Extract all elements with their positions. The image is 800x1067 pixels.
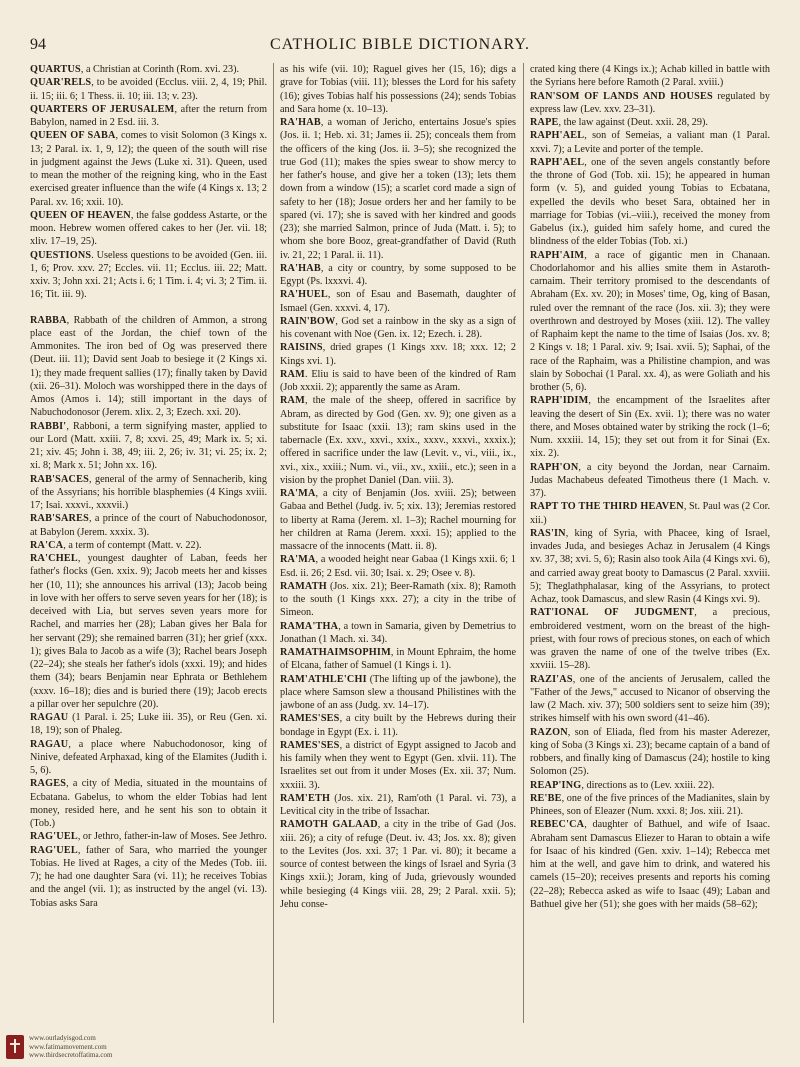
entry-text: , son of Semeias, a valiant man (1 Paral. xxvi. 7); a Levite and porter of the temple. (530, 130, 770, 155)
entry-headword: RAB'SACES (30, 473, 89, 485)
entry-text: crated king there (4 Kings ix.); Achab killed in battle with the Syrians here before Ramoth (2 Paral. xviii.) (530, 64, 770, 89)
entry-headword: RA'HUEL (280, 289, 328, 301)
entry-text: (The lifting up of the jawbone), the place where Samson slew a thousand Philistines with the jawbone of an ass (Judg. xv. 14–17). (280, 673, 516, 711)
dictionary-entry (530, 500, 770, 527)
entry-headword: RABBI' (30, 420, 67, 432)
entry-headword: RAS'IN (530, 527, 566, 539)
entry-headword: QUEEN OF SABA (30, 130, 116, 142)
entry-headword: QUARTUS (30, 64, 81, 75)
footer-url[interactable]: www.fatimamovement.com (29, 1042, 107, 1051)
entry-headword: RAG'UEL (30, 831, 78, 843)
dictionary-entry (30, 249, 267, 302)
dictionary-entry (30, 420, 267, 473)
entry-text: , or Jethro, father-in-law of Moses. See Jethro. (77, 831, 267, 843)
entry-text: . Useless questions to be avoided (Gen. iii. 1, 6; Prov. xxv. 27; Eccles. vii. 11; Ecclus. iii. 22; Matt. xxiv. 3; John xxi. 21; Acts i. 6; 1 Tim. i. 4; vi. 3; 2 Tim. ii. 16; Tit. iii. 9). (30, 249, 267, 301)
column-divider (523, 63, 524, 1023)
entry-headword: RAPH'ON (530, 461, 579, 473)
entry-headword: RAM'ATHLE'CHI (280, 673, 367, 685)
entry-text: , God set a rainbow in the sky as a sign of his covenant with Noe (Gen. ix. 12; Ezech. i. 28). (280, 315, 516, 340)
entry-headword: QUESTIONS (30, 249, 92, 261)
dictionary-entry (530, 461, 770, 501)
entry-headword: RAGAU (30, 712, 69, 723)
entry-text: as his wife (vii. 10); Raguel gives her (15, 16); digs a grave for Tobias (viii. 11); blesses the Lord for his safety (16); gives Tobias half his possessions (24); sends Tobias and Sara home (x. 10–13). (280, 64, 516, 115)
entry-headword: RA'CHEL (30, 553, 78, 564)
column-1 (30, 63, 267, 1023)
dictionary-entry (30, 844, 267, 910)
entry-text: , a place where Nabuchodonosor, king of Ninive, defeated Arphaxad, king of the Elamites (Judith i. 5, 6). (30, 738, 267, 776)
entry-text: , king of Syria, with Phacee, king of Israel, invades Juda, and besieges Achaz in Jerusalem (4 Kings xv. 37, 38; xvi. 5, 6); Rasin also took Aila (4 Kings xvi. 6), and carried away great booty to Damascus (2 Paral. xxviii. 5); Theglathphalasar, king of the Assyrians, to protect Achaz, took Damascus, and slew Rasin (4 Kings xvi. 9). (530, 527, 770, 605)
column-2 (280, 63, 516, 1023)
entry-text: , father of Sara, who married the younger Tobias. He lived at Rages, a city of the Medes (Tob. iii. 7); he had one daughter Sara (vi. 11); he receives Tobias and the angel (vii. 1); as instructed by the angel (vi. 13). Tobias asks Sara (30, 844, 267, 909)
entry-text: (Jos. xix. 21); Beer-Ramath (xix. 8); Ramoth to the south (1 Kings xxx. 27); a city in the tribe of Simeon. (280, 580, 516, 619)
entry-text: , directions as to (Lev. xxiii. 22). (581, 779, 715, 791)
entry-headword: RAPH'AEL (530, 130, 585, 142)
entry-headword: RAMOTH GALAAD (280, 819, 378, 831)
entry-headword: RA'MA (280, 554, 316, 566)
entry-text: , a precious, embroidered vestment, worn on the breast of the high-priest, with four rows of precious stones, on each of which was graven the name of one of the twelve tribes (Ex. xxviii. 15–28). (530, 607, 770, 672)
entry-headword: RAPH'IDIM (530, 395, 589, 407)
entry-text: , a town in Samaria, given by Demetrius to Jonathan (1 Mach. xi. 34). (280, 620, 516, 645)
entry-text: regulated by express law (Lev. xxv. 23–31). (530, 90, 770, 115)
entry-text: , comes to visit Solomon (3 Kings x. 13; 2 Paral. ix. 1, 9, 12); the queen of the south will rise in judgment against the Jews (Luke xi. 31). Queen, used to mean the mother of the reigning king, who in the East exercised greater influence than the wife (4 Kings x. 13; 2 Paral. xv. 16; xxii. 10). (30, 130, 267, 208)
dictionary-entry (30, 209, 267, 249)
dictionary-entry (280, 553, 516, 580)
entry-text: , a woman of Jericho, entertains Josue's spies (Jos. ii. 1; Heb. xi. 31; James ii. 25); conceals them from the officers of the king (Jos. ii. 3–5); she recognized the true God (11); makes the spies swear to show mercy to her father's house, and give her a token (13); lets them down from a window (15); a scarlet cord made a sign of safety to her (18); Josue orders her and her family to be spared (vi. 17); she is saved with her kindred and goods (23); she married Salmon, prince of Juda (Matt. i. 5); to whom she bore Booz, great-grandfather of David (Ruth iv. 21, 22; 1 Paral. ii. 11). (280, 117, 516, 261)
dictionary-entry (280, 63, 516, 116)
entry-text: , Rabboni, a term signifying master, applied to our Lord (Matt. xxiii. 7, 8; xxvi. 25, 49; Mark ix. 5; xi. 21; xiv. 45; John i. 38, 49; iii. 2, 26; iv. 31; vi. 25; ix. 2; xi. 8; Mark x. 51; John xx. 16). (30, 420, 267, 472)
entry-text: , the false goddess Astarte, or the moon. Hebrew women offered cakes to her (Jer. vii. 18; xliv. 17–19, 25). (30, 209, 267, 248)
entry-text: (1 Paral. i. 25; Luke iii. 35), or Reu (Gen. xi. 18, 19); son of Phaleg. (30, 712, 267, 737)
dictionary-entry (280, 262, 516, 289)
running-title: CATHOLIC BIBLE DICTIONARY. (270, 36, 530, 53)
entry-text: , a wooded height near Gabaa (1 Kings xxii. 6; 1 Esd. ii. 26; 2 Esd. vii. 30; Isai. x. 29; Osee v. 8). (280, 554, 516, 579)
dictionary-entry (30, 314, 267, 420)
entry-headword: RA'HAB (280, 262, 321, 274)
entry-text: , a city or country, by some supposed to be Egypt (Ps. lxxxvi. 4). (280, 262, 516, 287)
dictionary-entry (30, 63, 267, 76)
dictionary-entry (30, 738, 267, 778)
dictionary-entry (30, 552, 267, 711)
dictionary-entry (530, 394, 770, 460)
dictionary-entry (280, 116, 516, 262)
entry-headword: RAM'ETH (280, 792, 331, 804)
entry-headword: RAMATH (280, 580, 327, 592)
dictionary-entry (280, 818, 516, 911)
entry-text: , one of the five princes of the Madianites, slain by Phinees, son of Eleazer (Num. xxxi. 8; Jos. xiii. 21). (530, 792, 770, 817)
entry-headword: RAMATHAIMSOPHIM (280, 647, 391, 658)
entry-text: , a prince of the court of Nabuchodonosor, at Babylon (Jerem. xxxix. 3). (30, 513, 267, 538)
entry-headword: REAP'ING (530, 779, 582, 791)
dictionary-entry (530, 527, 770, 607)
dictionary-entry (30, 103, 267, 130)
entry-headword: RAB'SARES (30, 513, 89, 525)
entry-headword: RAMA'THA (280, 620, 339, 632)
dictionary-entry (280, 646, 516, 673)
entry-text: , dried grapes (1 Kings xxv. 18; xxx. 12; 2 Kings xvi. 1). (280, 342, 516, 367)
entry-text: , general of the army of Sennacherib, king of the Assyrians; his horrible blasphemies (4 Kings xviii. 17; Isai. xxxvi., xxxvii.) (30, 473, 267, 511)
entry-headword: RAGES (30, 778, 67, 790)
entry-text: , a city in the tribe of Gad (Jos. xiii. 26); a city of refuge (Deut. iv. 43; Jos. xx. 8); given to the Levites (Jos. xxi. 37; 1 Par. vi. 80); it became a source of contest between the kings of Israel and Syria (3 Kings xxii.); Joram, king of Juda, grievously wounded while besieging (4 Kings viii. 28, 29; 2 Paral. xxii. 5); Jehu conse- (280, 819, 516, 910)
dictionary-entry (530, 116, 770, 129)
entry-headword: RAT'IONAL OF JUDGMENT (530, 607, 695, 619)
entry-text: , to be avoided (Ecclus. viii. 2, 4, 19; Phil. ii. 15; iii. 6; 1 Thess. ii. 10; iii. 13; v. 23). (30, 77, 267, 102)
entry-text: , a city of Benjamin (Jos. xviii. 25); between Gabaa and Bethel (Judg. iv. 5; xix. 13); Jeremias restored to liberty at Rama (Jerem. xl. 1–3); Rachel mourning for her children at Rama (Jerem. xxxi. 15); applied to the massacre of the innocents (Matt. ii. 8). (280, 488, 516, 552)
entry-headword: RAG'UEL (30, 844, 78, 856)
entry-headword: RABBA (30, 314, 67, 326)
column-divider (273, 63, 274, 1023)
dictionary-entry (280, 368, 516, 395)
entry-text: , a term of contempt (Matt. v. 22). (63, 539, 202, 551)
entry-headword: RA'HAB (280, 117, 321, 128)
entry-headword: RAN'SOM OF LANDS AND HOUSES (530, 90, 713, 102)
entry-headword: QUAR'RELS (30, 77, 92, 89)
entry-headword: QUARTERS OF JERUSALEM (30, 103, 175, 115)
entry-headword: RA'MA (280, 488, 316, 499)
dictionary-entry (530, 129, 770, 156)
entry-headword: RAISINS (280, 342, 323, 354)
entry-headword: RAZI'AS (530, 673, 573, 685)
dictionary-entry (530, 90, 770, 117)
entry-text: , youngest daughter of Laban, feeds her father's flocks (Gen. xxix. 9); Jacob meets her and kisses her (10, 11); she announces his arrival (13); Jacob being in love with her offers to serve seven years for her (18); is deceived with Lia, but serves seven years more for Rachel, and marries her (28); Laban gives her Bala for her servant (29); she remained barren (31); her grief (xxx. 1); gives Bala to Jacob as a wife (3); Rachel bears Joseph (22–24); she steals her father's idols (xxxi. 19); and hides them (34); bears Benjamin near Ephrata or Bethlehem (xxxv. 16–18); dies and is buried there (19); Jacob erects a pillar over her sepulchre (20). (30, 553, 267, 710)
entry-text: , the encampment of the Israelites after leaving the desert of Sin (Ex. xvii. 1); there was no water there, and Moses obtained water by striking the rock (1–6; Num. xxxiii. 14, 15); they set out from it for Sinai (Ex. xix. 2). (530, 395, 770, 460)
dictionary-entry (530, 606, 770, 672)
entry-headword: RAZON (530, 726, 568, 738)
entry-text: , daughter of Bathuel, and wife of Isaac. Abraham sent Damascus Eliezer to Haran to obtain a wife for Isaac of his kindred (Gen. xxiv. 1–14); Rebecca met him at the well, and gave him to drink, and watered his camels (15–20); receives presents and reports his coming (22–28); Rebecca asked as wife to Isaac (49); Laban and Bathuel give her (51); she goes with her maids (58–62); (530, 819, 770, 910)
entry-text: . Eliu is said to have been of the kindred of Ram (Job xxxii. 2); apparently the same as Aram. (280, 368, 516, 393)
entry-text: , a city built by the Hebrews during their bondage in Egypt (Ex. i. 11). (280, 713, 516, 738)
entry-headword: RAIN'BOW (280, 315, 336, 327)
page-header (30, 36, 770, 60)
dictionary-entry (280, 394, 516, 487)
entry-text: , a race of gigantic men in Chanaan. Chodorlahomor and his allies smite them in Astaroth-carnaim. Their territory promised to the descendants of Abraham (Ex. xv. 20); in Moses' time, Og, king of Basan, ruled over the remnant of the race (Jos. xii. 3); they were overthrown and destroyed by Moses (xiii. 12). The valley of Raphaim kept the name to the time of Isaias (Jos. xv. 8; 2 Kings v. 18; 1 Paral. xiv. 9; Isai. xvii. 5); Saphai, of the race of the Raphaim, was a Philistine champion, and was slain by Sobochai (1 Paral. xx. 4), as were Goliath and his brother (5, 6). (530, 249, 770, 393)
dictionary-entry (280, 487, 516, 553)
entry-headword: RAMES'SES (280, 713, 340, 725)
cross-seal-icon (6, 1035, 24, 1059)
footer-url[interactable]: www.ourladyisgod.com (29, 1034, 96, 1042)
dictionary-entry (530, 673, 770, 726)
column-3 (530, 63, 770, 1023)
entry-text: , son of Eliada, fled from his master Aderezer, king of Soba (3 Kings xi. 23); became captain of a band of robbers, and finally king of Damascus (24); hostile to king Solomon (25). (530, 726, 770, 778)
entry-text: , the male of the sheep, offered in sacrifice by Abram, as directed by God (Gen. xv. 9); one given as a substitute for Isaac (xxii. 13); ram skins used in the tabernacle (Ex. xxv., xxvi., xxix., xxxv., xxxvi., xxxix.); offered in sacrifice under the law (Levit. v., vi., viii., ix., xvi., xix., xxiii.; Num. vi., vii., xv., xxiii., etc.); seen in a vision by the prophet Daniel (Dan. viii. 3). (280, 395, 516, 486)
entry-headword: REBEC'CA (530, 819, 585, 831)
dictionary-entry (30, 76, 267, 103)
entry-headword: RAPH'AEL (530, 156, 585, 168)
dictionary-entry (530, 726, 770, 779)
dictionary-entry (30, 711, 267, 738)
entry-text: , son of Esau and Basemath, daughter of Ismael (Gen. xxxvi. 4, 17). (280, 289, 516, 314)
dictionary-entry (280, 673, 516, 713)
footer-url[interactable]: www.thirdsecretoffatima.com (29, 1051, 113, 1059)
dictionary-entry (30, 512, 267, 539)
dictionary-entry (30, 473, 267, 513)
dictionary-entry (30, 129, 267, 209)
entry-text: , a Christian at Corinth (Rom. xvi. 23). (80, 64, 240, 75)
dictionary-entry (280, 341, 516, 368)
entry-text: (Jos. xix. 21), Ram'oth (1 Paral. vi. 73), a Levitical city in the tribe of Issachar. (280, 792, 516, 817)
entry-text: , after the return from Babylon, named in 2 Esd. iii. 3. (30, 103, 267, 128)
entry-headword: QUEEN OF HEAVEN (30, 209, 131, 221)
page-number: 94 (30, 36, 46, 53)
entry-text: , one of the seven angels constantly before the throne of God (Tob. xii. 15); he appeared in human form (v. 5), and guided young Tobias to Ecbatana, expelled the devils who beset Sara, obtained her in marriage for Tobias (vi.–viii.), received the money from Gabelus (ix.), guided him safely home, and cured the blindness of the elder Tobias (Tob. xi.) (530, 156, 770, 248)
entry-headword: RAGAU (30, 738, 69, 750)
entry-text: , a city beyond the Jordan, near Carnaim. Judas Machabeus defeated Timotheus there (1 Mach. v. 37). (530, 461, 770, 499)
dictionary-entry (530, 249, 770, 395)
entry-text: , a city of Media, situated in the mountains of Ecbatana. Gabelus, to whom the elder Tobias had lent money, resided here, and he sent his son to obtain it (Tob.) (30, 778, 267, 829)
dictionary-entry (280, 712, 516, 739)
dictionary-entry (530, 156, 770, 249)
dictionary-entry (30, 777, 267, 830)
entry-text: , St. Paul was (2 Cor. xii.) (530, 501, 770, 526)
dictionary-entry (280, 620, 516, 647)
entry-text: , one of the ancients of Jerusalem, called the "Father of the Jews," accused to Nicanor of observing the law (2 Mach. xiv. 37); 500 soldiers sent to seize him (39); strikes himself with his own sword (41–46). (530, 673, 770, 725)
entry-headword: RAM (280, 368, 305, 380)
dictionary-entry (280, 288, 516, 315)
dictionary-entry (530, 792, 770, 819)
entry-headword: RA'CA (30, 539, 64, 551)
dictionary-entry (280, 792, 516, 819)
footer-urls (29, 1034, 112, 1060)
dictionary-entry (530, 779, 770, 792)
entry-headword: RAPE (530, 117, 559, 128)
dictionary-entry (280, 739, 516, 792)
dictionary-entry (280, 580, 516, 620)
dictionary-entry (30, 830, 267, 843)
dictionary-entry (280, 315, 516, 342)
entry-text: , in Mount Ephraim, the home of Elcana, father of Samuel (1 Kings i. 1). (280, 647, 516, 672)
dictionary-entry (30, 539, 267, 552)
entry-text: , Rabbath of the children of Ammon, a strong place east of the Jordan, the chief town of the Ammonites. The iron bed of Og was preserved there (Deut. iii. 11); David sent Joab to besiege it (2 Kings xi. 1); they made frequent sallies (17); finally taken by David (xii. 26–31). Moloch was worshipped there in the days of Amos (Amos i. 14); still important in the days of Nabuchodonosor (Jerem. xlix. 2, 3; Ezech. xxi. 20). (30, 314, 267, 419)
entry-text: , a district of Egypt assigned to Jacob and his family when they went to Egypt (Gen. xlvii. 11). The Israelites set out from it under Moses (Ex. xii. 37; Num. xxxiii. 3). (280, 739, 516, 791)
entry-headword: RE'BE (530, 792, 562, 804)
entry-headword: RAMES'SES (280, 739, 340, 751)
dictionary-entry (530, 63, 770, 90)
entry-text: , the law against (Deut. xxii. 28, 29). (558, 117, 708, 128)
entry-headword: RAPH'AIM (530, 249, 585, 261)
entry-headword: RAM (280, 395, 305, 407)
dictionary-entry (530, 818, 770, 911)
entry-headword: RAPT TO THE THIRD HEAVEN (530, 501, 684, 513)
